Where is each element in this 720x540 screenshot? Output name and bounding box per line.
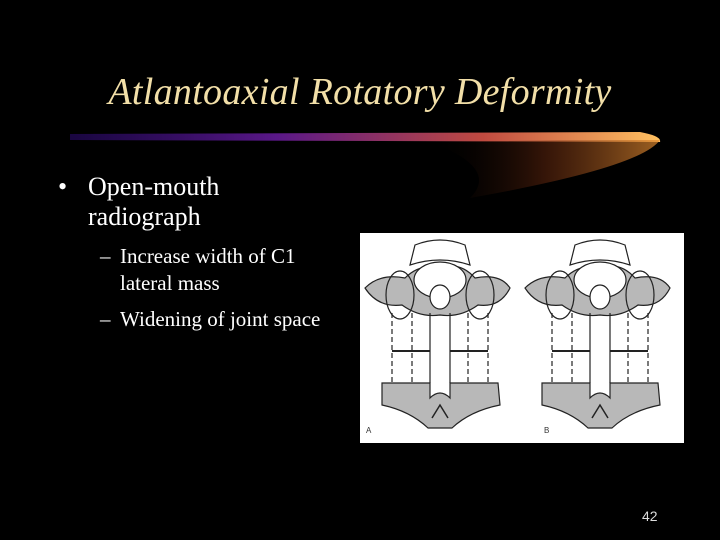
panel-label-a: A bbox=[366, 426, 372, 435]
panel-label-b: B bbox=[544, 426, 550, 435]
vertebra-illustration bbox=[360, 233, 684, 443]
sub-bullet-text: Increase width of C1 lateral mass bbox=[120, 244, 296, 295]
sub-bullet-symbol: – bbox=[100, 307, 111, 331]
bullet-text: Open-mouth radiograph bbox=[88, 172, 220, 231]
bullet-symbol: • bbox=[58, 172, 68, 201]
vertebra-diagram bbox=[360, 233, 684, 443]
sub-bullet-symbol: – bbox=[100, 244, 111, 268]
sub-bullet-text: Widening of joint space bbox=[120, 307, 321, 331]
page-number: 42 bbox=[642, 508, 658, 524]
slide-title: Atlantoaxial Rotatory Deformity bbox=[108, 71, 612, 113]
